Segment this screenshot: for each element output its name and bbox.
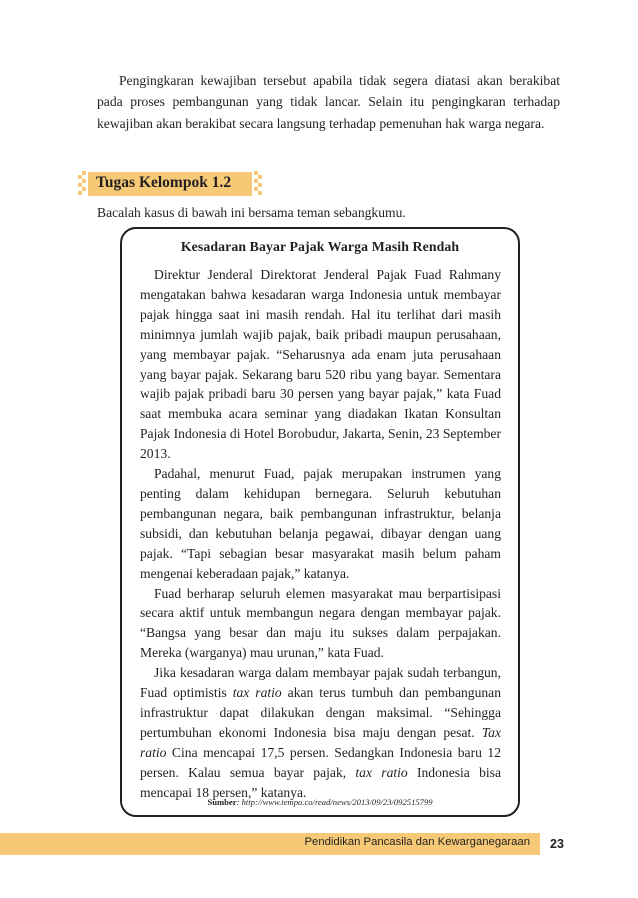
italic-term: tax ratio <box>355 764 408 780</box>
italic-term: Tax ratio <box>140 724 501 760</box>
decorative-pixel-icon <box>76 171 86 197</box>
footer-book-title: Pendidikan Pancasila dan Kewarganegaraan <box>304 836 530 848</box>
article-body <box>140 265 501 802</box>
text-run: Jika kesadaran warga dalam membayar pajak sudah terbangun, Fuad optimistis <box>140 665 501 701</box>
source-url: : http://www.tempo.co/read/news/2013/09/23/092515799 <box>236 797 433 807</box>
intro-paragraph <box>97 70 560 134</box>
article-title: Kesadaran Bayar Pajak Warga Masih Rendah <box>180 239 460 254</box>
intro-text: Pengingkaran kewajiban tersebut apabila tidak segera diatasi akan berakibat pada proses pembangunan yang tidak lancar. Selain itu pengingkaran terhadap kewajiban akan berakibat secara langsung terhadap pemenuhan hak warga negara. <box>97 73 560 131</box>
italic-term: tax ratio <box>232 685 282 701</box>
article-paragraph: Fuad berharap seluruh elemen masyarakat mau berpartisipasi secara aktif untuk membangun negara dengan membayar pajak. “Bangsa yang besar dan maju itu sukses dalam perpajakan. Mereka (warganya) mau urunan,” kata Fuad. <box>140 585 501 661</box>
text-run: Cina mencapai 17,5 persen. Sedangkan Indonesia baru 12 persen. Kalau semua bayar pajak, <box>140 744 501 780</box>
article-paragraph: Padahal, menurut Fuad, pajak merupakan instrumen yang penting dalam kehidupan bernegara. Seluruh kebutuhan pembangunan negara, baik pembangunan infrastruktur, belanja subsidi, dan kebutuhan belanja pegawai, dibayar dengan uang pajak. “Tapi sebagian besar masyarakat masih belum paham mengenai keberadaan pajak,” katanya. <box>140 466 501 581</box>
text-run: Indonesia bisa mencapai 18 persen,” katanya. <box>140 764 501 800</box>
decorative-pixel-icon <box>254 171 264 197</box>
page-number: 23 <box>550 837 564 851</box>
article-paragraph <box>140 663 501 802</box>
source-citation <box>122 797 518 807</box>
task-title: Tugas Kelompok 1.2 <box>96 174 232 191</box>
task-header <box>76 171 264 197</box>
article-box <box>120 227 520 817</box>
task-instruction: Bacalah kasus di bawah ini bersama teman sebangkumu. <box>97 205 406 220</box>
text-run: akan terus tumbuh dan pembangunan infrastruktur dapat dilakukan dengan maksimal. “Sehingga pertumbuhan ekonomi Indonesia bisa maju dengan pesat. <box>140 685 501 740</box>
article-paragraph: Direktur Jenderal Direktorat Jenderal Pajak Fuad Rahmany mengatakan bahwa kesadaran warga Indonesia untuk membayar pajak hingga saat ini masih rendah. Hal itu terlihat dari masih minimnya jumlah wajib pajak, baik pribadi maupun perusahaan, yang membayar pajak. “Seharusnya ada enam juta perusahaan yang bayar pajak. Sekarang baru 520 ribu yang bayar. Sementara wajib pajak pribadi baru 30 persen yang bayar pajak,” kata Fuad saat membuka acara seminar yang diadakan Ikatan Konsultan Pajak Indonesia di Hotel Borobudur, Jakarta, Senin, 23 September 2013. <box>140 267 501 462</box>
source-label: Sumber <box>207 797 237 807</box>
